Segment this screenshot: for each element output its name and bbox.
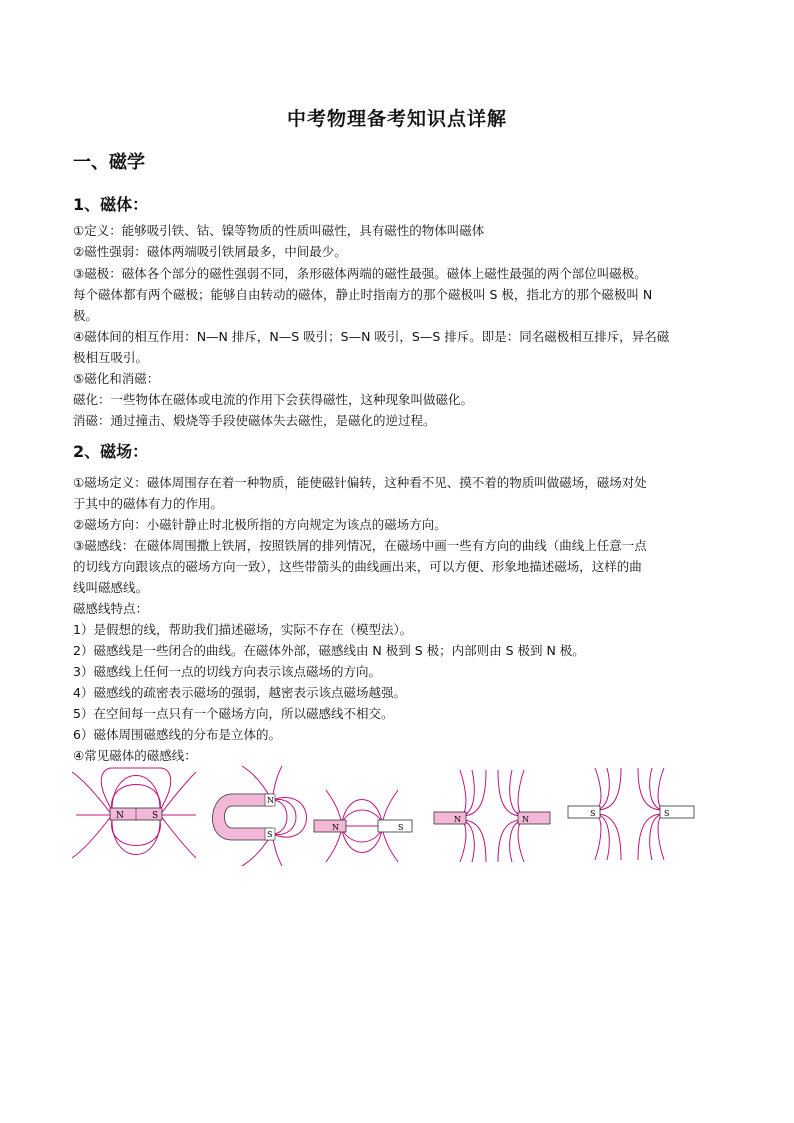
field-feature-item: 1）是假想的线，帮助我们描述磁场，实际不存在（模型法）。 (73, 622, 413, 637)
attracting-n-label: N (332, 823, 339, 832)
field-feature-item: 2）磁感线是一些闭合的曲线。在磁体外部，磁感线由 N 极到 S 极；内部则由 S 极到 N 极。 (73, 643, 585, 658)
repelling-ss-right-label: S (664, 809, 670, 818)
field-definition-line-2: 于其中的磁体有力的作用。 (73, 496, 224, 511)
repelling-nn-left-label: N (454, 815, 461, 824)
magnet-strength: ②磁性强弱：磁体两端吸引铁屑最多，中间最少。 (73, 244, 347, 259)
field-feature-item: 5）在空间每一点只有一个磁场方向，所以磁感线不相交。 (73, 706, 394, 721)
page-title: 中考物理备考知识点详解 (286, 108, 507, 130)
subsection-heading-field: 2、磁场： (73, 442, 149, 461)
field-feature-item: 6）磁体周围磁感线的分布是立体的。 (73, 727, 281, 742)
repelling-nn-magnet-left (434, 812, 466, 824)
field-definition-line-1: ①磁场定义：磁体周围存在着一种物质，能使磁针偏转，这种看不见、摸不着的物质叫做磁场，磁场对处 (73, 475, 647, 490)
repelling-nn-right-label: N (522, 815, 529, 824)
repelling-nn-diagram (460, 770, 524, 862)
magnet-definition: ①定义：能够吸引铁、钴、镍等物质的性质叫磁性，具有磁性的物体叫磁体 (73, 223, 485, 238)
magnetize-title: ⑤磁化和消磁： (73, 371, 160, 386)
attracting-magnet-right (378, 820, 412, 832)
common-magnets-title: ④常见磁体的磁感线： (73, 748, 197, 763)
horseshoe-n-label: N (267, 796, 274, 805)
magnetize-text: 磁化：一些物体在磁体或电流的作用下会获得磁性，这种现象叫做磁化。 (73, 392, 474, 407)
field-feature-item: 3）磁感线上任何一点的切线方向表示该点磁场的方向。 (73, 664, 381, 679)
field-lines-line-1: ③磁感线：在磁体周围撒上铁屑，按照铁屑的排列情况，在磁场中画一些有方向的曲线（曲线上任意一点 (73, 538, 647, 553)
magnet-interaction-line-2: 极相互吸引。 (73, 350, 149, 365)
section-heading-magnetism: 一、磁学 (73, 152, 145, 173)
magnet-interaction-line-1: ④磁体间的相互作用：N—N 排斥，N—S 吸引；S—N 吸引，S—S 排斥。即是：同名磁极相互排斥，异名磁 (73, 329, 670, 344)
bar-magnet-s-label: S (152, 811, 159, 821)
field-feature-item: 4）磁感线的疏密表示磁场的强弱，越密表示该点磁场越强。 (73, 685, 406, 700)
field-direction: ②磁场方向：小磁针静止时北极所指的方向规定为该点的磁场方向。 (73, 517, 447, 532)
repelling-ss-diagram (595, 768, 664, 860)
magnetic-field-lines-figure (72, 766, 702, 866)
demagnetize-text: 消磁：通过撞击、煅烧等手段使磁体失去磁性，是磁化的逆过程。 (73, 413, 436, 428)
subsection-heading-magnet: 1、磁体： (73, 195, 149, 214)
field-lines-line-2: 的切线方向跟该点的磁场方向一致），这些带箭头的曲线画出来，可以方便、形象地描述磁场，这样的曲 (73, 559, 642, 574)
magnet-poles-line-2: 每个磁体都有两个磁极；能够自由转动的磁体，静止时指南方的那个磁极叫 S 极，指北方的那个磁极叫 N (73, 287, 653, 302)
repelling-ss-left-label: S (590, 809, 596, 818)
bar-magnet-n-label: N (116, 811, 124, 821)
attracting-s-label: S (398, 823, 404, 832)
magnet-poles-line-1: ③磁极：磁体各个部分的磁性强弱不同，条形磁体两端的磁性最强。磁体上磁性最强的两个部位叫磁极。 (73, 266, 647, 281)
horseshoe-s-label: S (267, 830, 273, 839)
field-lines-line-3: 线叫磁感线。 (73, 580, 149, 595)
horseshoe-magnet (212, 794, 272, 840)
attracting-magnet-left (314, 820, 346, 832)
horseshoe-magnet-diagram (242, 766, 307, 866)
magnet-poles-line-3: 极。 (73, 308, 99, 323)
field-features-title: 磁感线特点： (73, 601, 149, 616)
